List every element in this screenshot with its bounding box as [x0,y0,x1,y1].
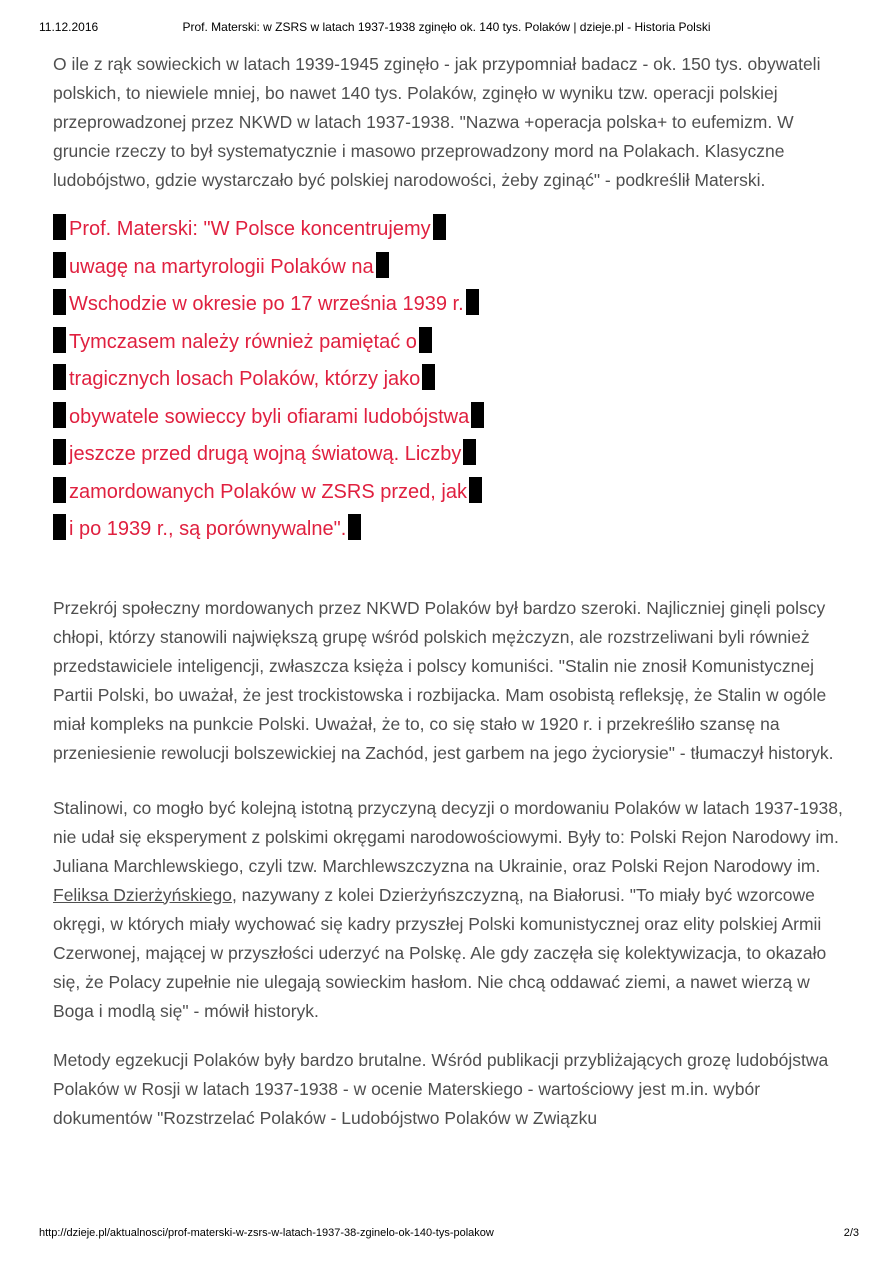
quote-text: uwagę na martyrologii Polaków na [69,255,374,278]
redaction-block-icon [466,289,479,315]
quote-text: i po 1939 r., są porównywalne". [69,518,347,540]
quote-text: tragicznych losach Polaków, którzy jako [69,368,421,390]
quote-line [53,211,845,249]
paragraph [53,50,845,195]
redaction-block-icon [53,477,66,503]
quote-text: Tymczasem należy również pamiętać o [69,330,417,353]
quote-line [53,474,845,512]
page-title: Prof. Materski: w ZSRS w latach 1937-1938 zginęło ok. 140 tys. Polaków | dzieje.pl - Historia Polski [182,20,711,34]
quote-text: Wschodzie w okresie po 17 września 1939 r. [69,293,464,315]
redaction-block-icon [53,514,66,540]
quote-text: obywatele sowieccy byli ofiarami ludobójstwa [69,405,470,428]
quote-line [53,399,845,437]
quote-line [53,361,845,399]
redaction-block-icon [376,252,389,278]
paragraph [53,794,845,1026]
redaction-block-icon [53,289,66,315]
quote-text: zamordowanych Polaków w ZSRS przed, jak [69,480,467,503]
redaction-block-icon [471,402,484,428]
redaction-block-icon [53,402,66,428]
redaction-block-icon [419,327,432,353]
paragraph-text: , nazywany z kolei Dzierżyńszczyzną, na Białorusi. "To miały być wzorcowe okręgi, w których miały wychować się kadry przyszłej Polski komunistycznej oraz elity polskiej Armii Czerwonej, mającej w przyszłości uderzyć na Polskę. Ale gdy zaczęła się kolektywizacja, to okazało się, że Polacy zupełnie nie ulegają sowieckim hasłom. Nie chcą oddawać ziemi, a nawet wierzą w Boga i modlą się" - mówił historyk. [53,884,827,1021]
redaction-block-icon [422,364,435,390]
redaction-block-icon [463,439,476,465]
paragraph-text: Przekrój społeczny mordowanych przez NKWD Polaków był bardzo szeroki. Najliczniej ginęli polscy chłopi, którzy stanowili największą grupę wśród polskich mężczyzn, ale rozstrzeliwani byli również przedstawiciele inteligencji, zwłaszcza księża i polscy komuniści. "Stalin nie znosił Komunistycznej Partii Polski, bo uważał, że jest trockistowska i rozbijacka. Mam osobistą refleksję, że Stalin w ogóle miał kompleks na punkcie Polski. Uważał, że to, co się stało w 1920 r. i przekreśliło szansę na przeniesienie rewolucji bolszewickiej na Zachód, jest garbem na jego życiorysie" - tłumaczył historyk. [53,597,834,763]
paragraph-text: Metody egzekucji Polaków były bardzo brutalne. Wśród publikacji przybliżających grozę ludobójstwa Polaków w Rosji w latach 1937-1938 - w ocenie Materskiego - wartościowy jest m.in. wybór dokumentów "Rozstrzelać Polaków - Ludobójstwo Polaków w Związku [53,1049,829,1128]
pull-quote [53,211,845,549]
footer-page-number: 2/3 [843,1227,859,1239]
footer-url: http://dzieje.pl/aktualnosci/prof-materski-w-zsrs-w-latach-1937-38-zginelo-ok-140-tys-polakow [39,1227,494,1239]
quote-line [53,249,845,287]
paragraph-text: Stalinowi, co mogło być kolejną istotną przyczyną decyzji o mordowaniu Polaków w latach 1937-1938, nie udał się eksperyment z polskimi okręgami narodowościowymi. Były to: Polski Rejon Narodowy im. Juliana Marchlewskiego, czyli tzw. Marchlewszczyzna na Ukrainie, oraz Polski Rejon Narodowy im. [53,797,843,876]
redaction-block-icon [53,252,66,278]
paragraph [53,594,845,768]
redaction-block-icon [53,327,66,353]
quote-line [53,286,845,324]
quote-line [53,511,845,549]
quote-line [53,436,845,474]
quote-text: jeszcze przed drugą wojną światową. Liczby [69,443,462,465]
header-date: 11.12.2016 [39,20,99,34]
redaction-block-icon [53,439,66,465]
redaction-block-icon [53,214,66,240]
inline-link[interactable]: Feliksa Dzierżyńskiego [53,884,232,905]
redaction-block-icon [53,364,66,390]
redaction-block-icon [433,214,446,240]
quote-text: Prof. Materski: "W Polsce koncentrujemy [69,218,431,240]
print-footer [0,1227,893,1242]
print-header [0,20,893,36]
article [53,50,845,1133]
redaction-block-icon [469,477,482,503]
paragraph-text: O ile z rąk sowieckich w latach 1939-1945 zginęło - jak przypomniał badacz - ok. 150 tys. obywateli polskich, to niewiele mniej, bo nawet 140 tys. Polaków, zginęło w wyniku tzw. operacji polskiej przeprowadzonej przez NKWD w latach 1937-1938. "Nazwa +operacja polska+ to eufemizm. W gruncie rzeczy to był systematycznie i masowo przeprowadzony mord na Polakach. Klasyczne ludobójstwo, gdzie wystarczało być polskiej narodowości, żeby zginąć" - podkreślił Materski. [53,54,821,190]
redaction-block-icon [348,514,361,540]
paragraph [53,1046,845,1133]
quote-line [53,324,845,362]
